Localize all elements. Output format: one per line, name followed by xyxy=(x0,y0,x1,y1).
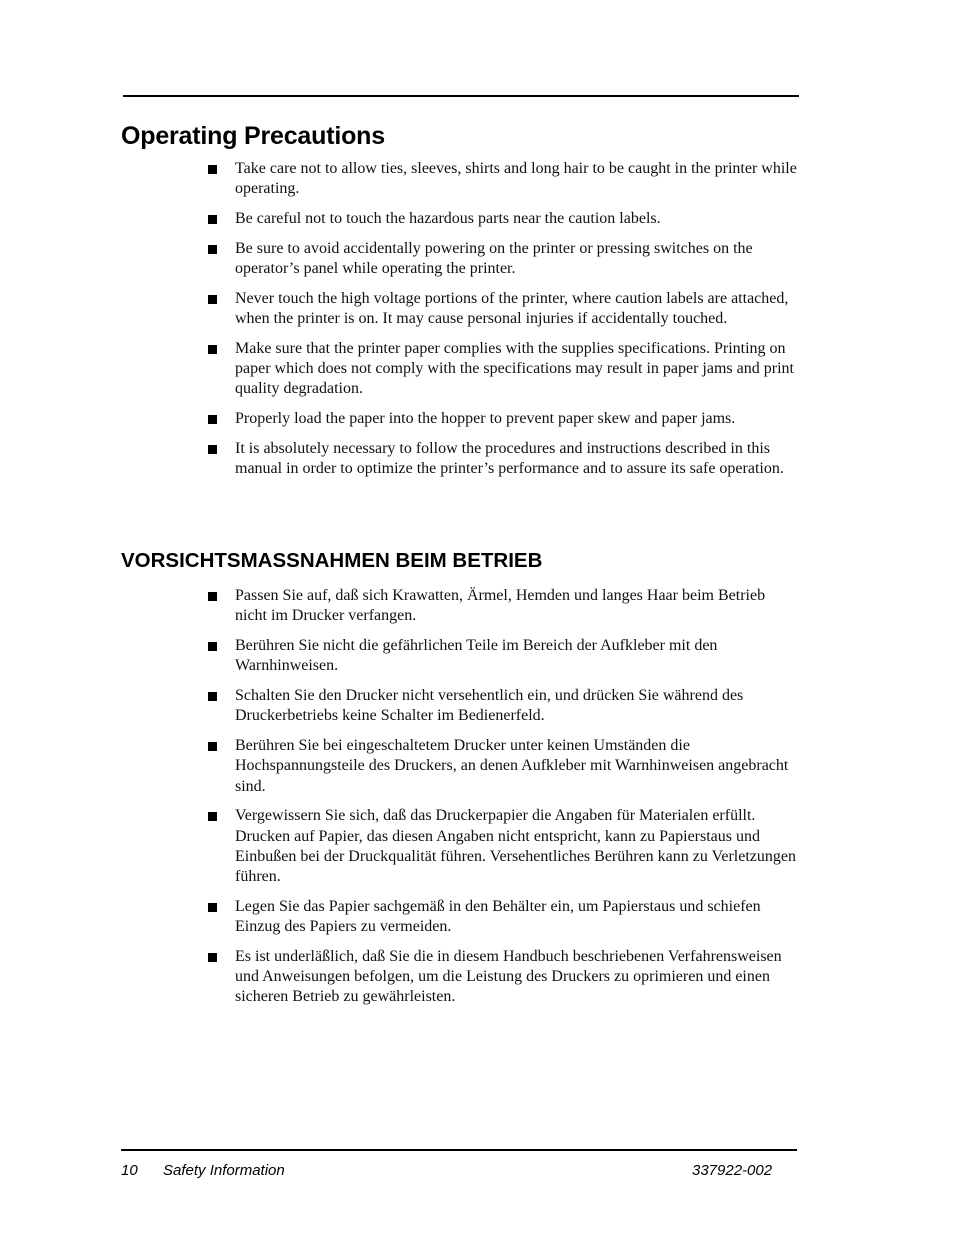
list-item xyxy=(207,339,799,400)
list-item-text: Properly load the paper into the hopper to prevent paper skew and paper jams. xyxy=(235,409,736,427)
list-item-text: Vergewissern Sie sich, daß das Druckerpapier die Angaben für Materialen erfüllt. Drucken auf Papier, das diesen Angaben nicht entspricht, kann zu Papierstaus und Einbußen bei der Druckqualität führen. Versehentliches Berühren kann zu Verletzungen führen. xyxy=(235,807,796,886)
list-item-text: Es ist underläßlich, daß Sie die in diesem Handbuch beschriebenen Verfahrensweisen und Anweisungen befolgen, um die Leistung des Druckers zu oprimieren und einen sicheren Betrieb zu gewährleisten. xyxy=(235,947,782,1006)
bullet-square-icon xyxy=(208,742,217,751)
list-item-text: Passen Sie auf, daß sich Krawatten, Ärmel, Hemden und langes Haar beim Betrieb nicht im Drucker verfangen. xyxy=(235,587,766,625)
list-item-text: Be careful not to touch the hazardous parts near the caution labels. xyxy=(235,209,661,227)
bullet-square-icon xyxy=(208,903,217,912)
list-item xyxy=(207,159,799,200)
footer-rule xyxy=(121,1149,797,1151)
bullet-square-icon xyxy=(208,445,217,454)
list-item-text: It is absolutely necessary to follow the procedures and instructions described in this manual in order to optimize the printer’s performance and to assure its safe operation. xyxy=(235,439,784,477)
list-item xyxy=(207,409,799,429)
list-item xyxy=(207,897,799,938)
list-item xyxy=(207,636,799,677)
vorsichtsmassnahmen-list xyxy=(207,586,799,1017)
list-item-text: Be sure to avoid accidentally powering on the printer or pressing switches on the operator’s panel while operating the printer. xyxy=(235,239,753,277)
bullet-square-icon xyxy=(208,215,217,224)
footer-document-number: 337922-002 xyxy=(692,1162,773,1179)
header-rule xyxy=(123,95,799,97)
list-item xyxy=(207,806,799,887)
list-item xyxy=(207,239,799,280)
list-item-text: Never touch the high voltage portions of the printer, where caution labels are attached, when the printer is on. It may cause personal injuries if accidentally touched. xyxy=(235,289,789,327)
operating-precautions-list xyxy=(207,159,799,489)
bullet-square-icon xyxy=(208,245,217,254)
list-item-text: Legen Sie das Papier sachgemäß in den Behälter ein, um Papierstaus und schiefen Einzug des Papiers zu vermeiden. xyxy=(235,897,761,936)
footer-section-title: Safety Information xyxy=(163,1162,285,1179)
list-item xyxy=(207,947,799,1008)
bullet-square-icon xyxy=(208,692,217,701)
bullet-square-icon xyxy=(208,642,217,651)
section-heading-operating-precautions: Operating Precautions xyxy=(121,122,385,150)
bullet-square-icon xyxy=(208,295,217,304)
list-item xyxy=(207,439,799,480)
bullet-square-icon xyxy=(208,812,217,821)
bullet-square-icon xyxy=(208,165,217,174)
list-item xyxy=(207,686,799,727)
list-item xyxy=(207,289,799,330)
bullet-square-icon xyxy=(208,415,217,424)
list-item-text: Take care not to allow ties, sleeves, shirts and long hair to be caught in the printer while operating. xyxy=(235,160,797,198)
list-item xyxy=(207,586,799,627)
list-item-text: Make sure that the printer paper complies with the supplies specifications. Printing on paper which does not comply with the specifications may result in paper jams and print quality degradation. xyxy=(235,339,794,398)
list-item-text: Berühren Sie nicht die gefährlichen Teile im Bereich der Aufkleber mit den Warnhinweisen. xyxy=(235,636,718,675)
list-item xyxy=(207,209,799,229)
bullet-square-icon xyxy=(208,953,217,962)
bullet-square-icon xyxy=(208,592,217,601)
section-heading-vorsichtsmassnahmen: VORSICHTSMASSNAHMEN BEIM BETRIEB xyxy=(121,549,543,572)
list-item xyxy=(207,736,799,797)
list-item-text: Berühren Sie bei eingeschaltetem Drucker unter keinen Umständen die Hochspannungsteile des Druckers, an denen Aufkleber mit Warnhinweisen angebracht sind. xyxy=(235,736,789,795)
list-item-text: Schalten Sie den Drucker nicht versehentlich ein, und drücken Sie während des Druckerbetriebs keine Schalter im Bedienerfeld. xyxy=(235,686,744,725)
bullet-square-icon xyxy=(208,345,217,354)
footer-page-number: 10 xyxy=(121,1162,138,1179)
